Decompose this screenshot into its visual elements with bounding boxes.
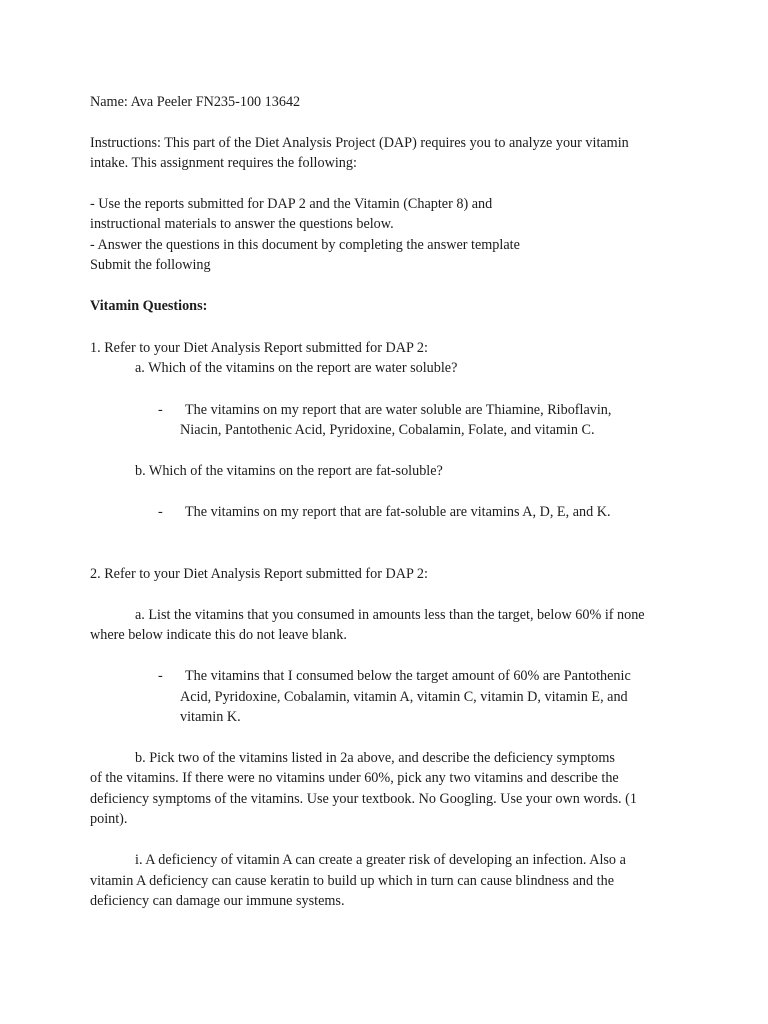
question-1a-prompt: a. Which of the vitamins on the report are water soluble?	[135, 360, 458, 376]
question-1b-prompt: b. Which of the vitamins on the report are fat-soluble?	[135, 463, 443, 479]
requirement-1-line-1: - Use the reports submitted for DAP 2 and the Vitamin (Chapter 8) and	[90, 196, 493, 212]
question-2b-prompt-line-2: of the vitamins. If there were no vitamins under 60%, pick any two vitamins and describe the	[90, 770, 619, 786]
question-2b-prompt-line-3: deficiency symptoms of the vitamins. Use your textbook. No Googling. Use your own words. (1	[90, 791, 637, 807]
answer-1a-line-1: The vitamins on my report that are water soluble are Thiamine, Riboflavin,	[185, 402, 612, 418]
instructions-line-2: intake. This assignment requires the following:	[90, 155, 357, 171]
student-name-line: Name: Ava Peeler FN235-100 13642	[90, 94, 301, 110]
question-2b-prompt-line-4: point).	[90, 811, 128, 827]
question-2b-prompt-line-1: b. Pick two of the vitamins listed in 2a above, and describe the deficiency symptoms	[135, 750, 615, 766]
answer-2a-line-3: vitamin K.	[180, 709, 241, 725]
question-2a-prompt-line-1: a. List the vitamins that you consumed in amounts less than the target, below 60% if none	[135, 607, 645, 623]
bullet-dash: -	[158, 504, 163, 520]
answer-2b-i-line-2: vitamin A deficiency can cause keratin to build up which in turn can cause blindness and the	[90, 873, 614, 889]
instructions-line-1: Instructions: This part of the Diet Analysis Project (DAP) requires you to analyze your vitamin	[90, 135, 629, 151]
requirement-1-line-2: instructional materials to answer the questions below.	[90, 216, 394, 232]
question-2a-prompt-line-2: where below indicate this do not leave blank.	[90, 627, 347, 643]
bullet-dash: -	[158, 668, 163, 684]
answer-2b-i-line-3: deficiency can damage our immune systems.	[90, 893, 345, 909]
requirement-3: Submit the following	[90, 257, 211, 273]
requirement-2: - Answer the questions in this document by completing the answer template	[90, 237, 520, 253]
answer-2a-line-1: The vitamins that I consumed below the target amount of 60% are Pantothenic	[185, 668, 631, 684]
answer-2b-i-line-1: i. A deficiency of vitamin A can create a greater risk of developing an infection. Also a	[135, 852, 626, 868]
question-2-prompt: 2. Refer to your Diet Analysis Report submitted for DAP 2:	[90, 566, 428, 582]
answer-1a-line-2: Niacin, Pantothenic Acid, Pyridoxine, Cobalamin, Folate, and vitamin C.	[180, 422, 595, 438]
question-1-prompt: 1. Refer to your Diet Analysis Report submitted for DAP 2:	[90, 340, 428, 356]
answer-1b: The vitamins on my report that are fat-soluble are vitamins A, D, E, and K.	[185, 504, 611, 520]
answer-2a-line-2: Acid, Pyridoxine, Cobalamin, vitamin A, vitamin C, vitamin D, vitamin E, and	[180, 689, 628, 705]
bullet-dash: -	[158, 402, 163, 418]
section-title: Vitamin Questions:	[90, 298, 208, 314]
